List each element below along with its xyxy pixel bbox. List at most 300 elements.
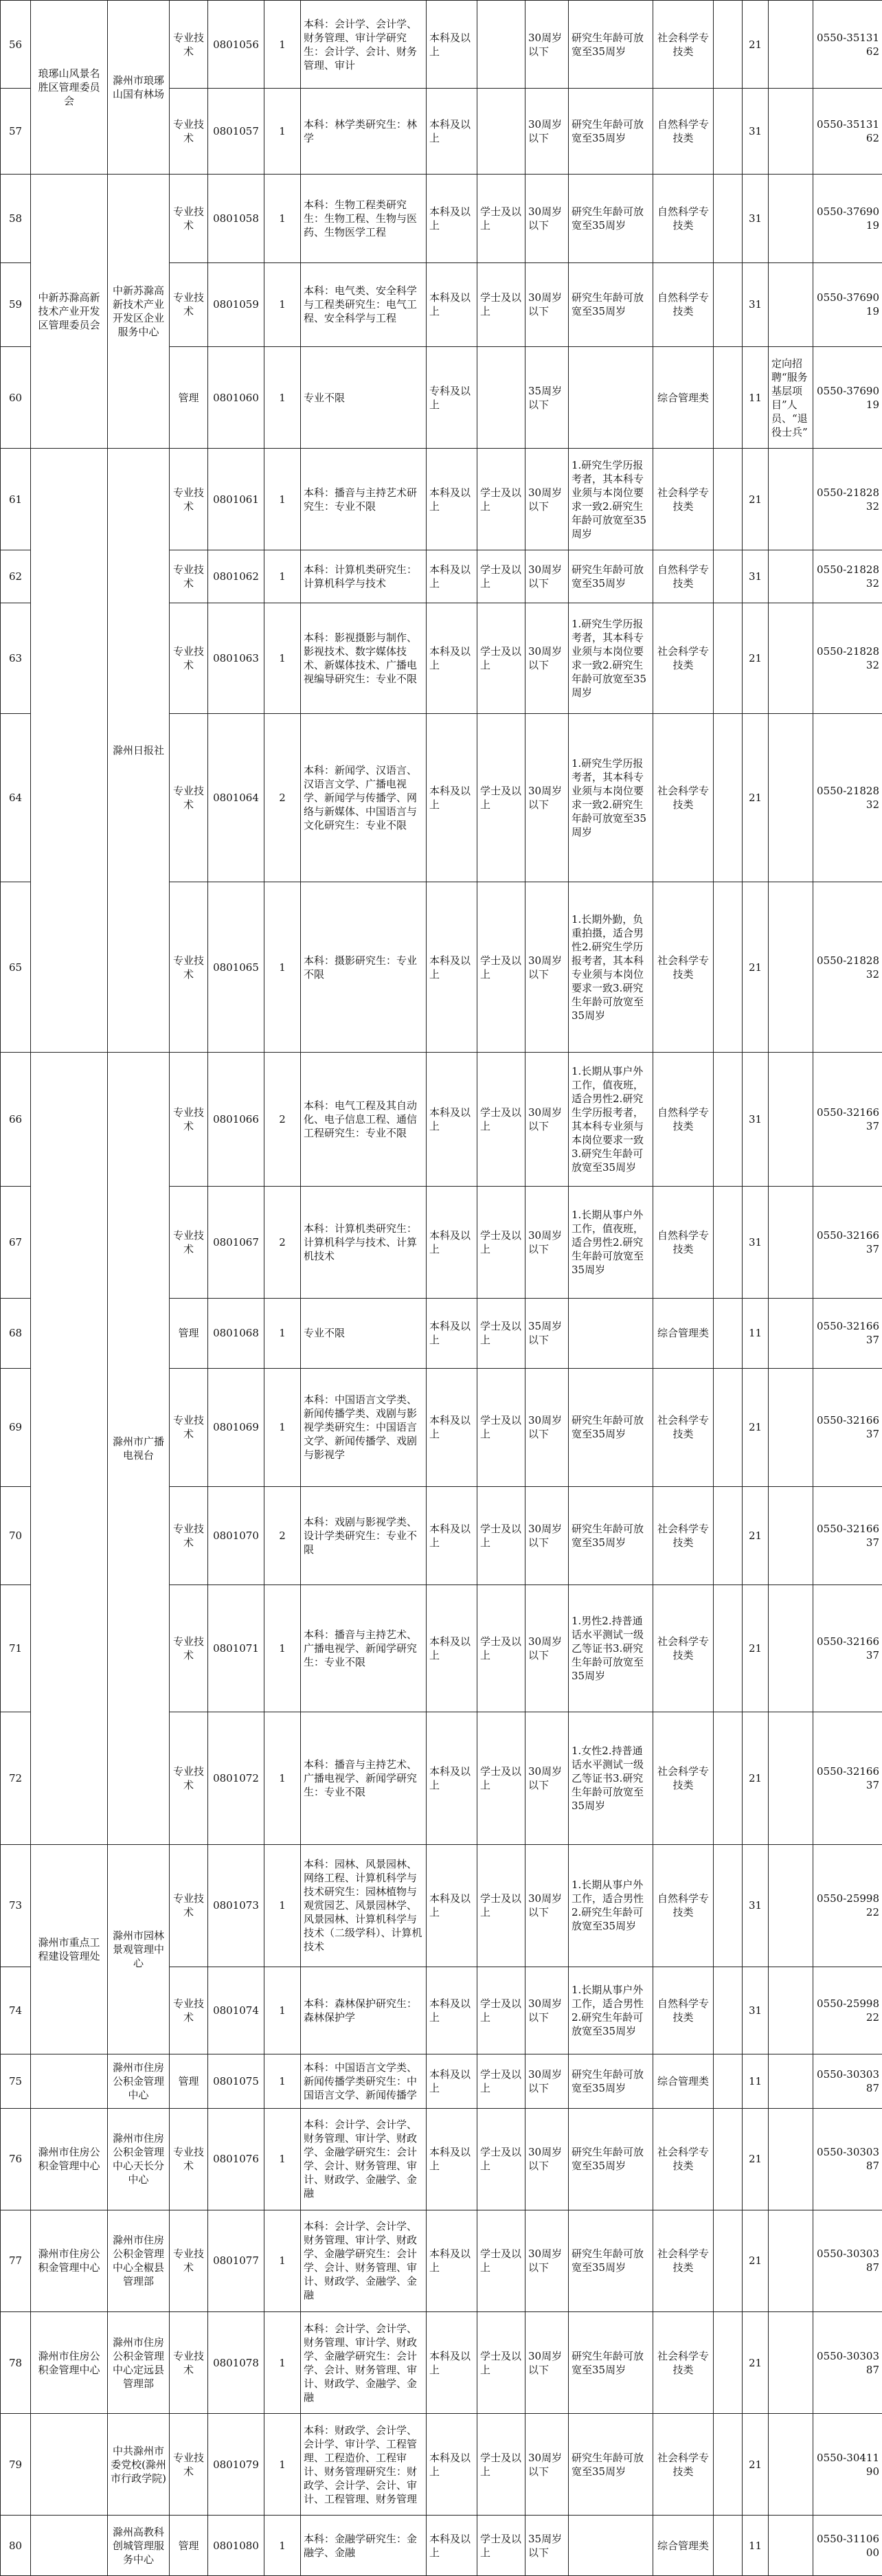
other-requirement: 1.长期从事户外工作，适合男性2.研究生年龄可放宽至35周岁 <box>569 1844 653 1967</box>
row-number: 76 <box>1 2108 31 2210</box>
major-requirement: 本科：金融学研究生：金融学、金融 <box>301 2516 427 2576</box>
hire-count: 1 <box>264 2108 301 2210</box>
degree-requirement: 学士及以上 <box>477 1299 525 1369</box>
hire-count: 1 <box>264 1712 301 1845</box>
remark <box>769 89 813 175</box>
unit-name: 滁州市琅琊山国有林场 <box>108 1 170 175</box>
other-requirement: 研究生年龄可放宽至35周岁 <box>569 2054 653 2108</box>
degree-requirement: 学士及以上 <box>477 1712 525 1845</box>
degree-requirement: 学士及以上 <box>477 175 525 262</box>
exam-category: 综合管理类 <box>653 2054 714 2108</box>
major-requirement: 专业不限 <box>301 1299 427 1369</box>
unit-name: 滁州市园林景观管理中心 <box>108 1844 170 2054</box>
post-nature: 专业技术 <box>170 550 208 603</box>
row-number: 70 <box>1 1487 31 1584</box>
exam-category: 自然科学专技类 <box>653 89 714 175</box>
contact-phone: 0550-3030387 <box>813 2108 882 2210</box>
post-code: 0801077 <box>208 2210 264 2311</box>
table-row <box>1 2054 882 2108</box>
degree-requirement: 学士及以上 <box>477 2108 525 2210</box>
post-code: 0801074 <box>208 1967 264 2054</box>
unit-name: 中新苏滁高新技术产业开发区企业服务中心 <box>108 175 170 449</box>
remark <box>769 2054 813 2108</box>
post-nature: 专业技术 <box>170 262 208 347</box>
degree-requirement: 学士及以上 <box>477 1186 525 1298</box>
department-name: 滁州市住房公积金管理中心 <box>31 2311 108 2413</box>
exam-code: 31 <box>743 1052 769 1186</box>
row-number: 74 <box>1 1967 31 2054</box>
unit-name: 滁州市广播电视台 <box>108 1052 170 1844</box>
table-row <box>1 1844 882 1967</box>
blank-cell <box>714 2054 743 2108</box>
degree-requirement: 学士及以上 <box>477 1584 525 1712</box>
post-code: 0801058 <box>208 175 264 262</box>
exam-code: 31 <box>743 1186 769 1298</box>
other-requirement: 1.长期外勤，负重拍摄，适合男性2.研究生学历报考者，其本科专业须与本岗位要求一致3.研究生年龄可放宽至35周岁 <box>569 882 653 1052</box>
post-nature: 专业技术 <box>170 1052 208 1186</box>
remark <box>769 2311 813 2413</box>
education-requirement: 本科及以上 <box>427 262 477 347</box>
department-name <box>31 2414 108 2516</box>
exam-category: 自然科学专技类 <box>653 262 714 347</box>
degree-requirement <box>477 1 525 89</box>
row-number: 64 <box>1 714 31 882</box>
row-number: 69 <box>1 1368 31 1487</box>
degree-requirement: 学士及以上 <box>477 1487 525 1584</box>
table-row <box>1 2210 882 2311</box>
exam-category: 社会科学专技类 <box>653 449 714 550</box>
hire-count: 1 <box>264 1299 301 1369</box>
major-requirement: 本科：戏剧与影视学类、设计学类研究生：专业不限 <box>301 1487 427 1584</box>
remark <box>769 550 813 603</box>
other-requirement: 研究生年龄可放宽至35周岁 <box>569 262 653 347</box>
age-requirement: 30周岁以下 <box>525 603 569 714</box>
post-nature: 专业技术 <box>170 714 208 882</box>
education-requirement: 本科及以上 <box>427 1186 477 1298</box>
major-requirement: 本科：播音与主持艺术、广播电视学、新闻学研究生：专业不限 <box>301 1584 427 1712</box>
hire-count: 1 <box>264 603 301 714</box>
hire-count: 1 <box>264 882 301 1052</box>
table-row <box>1 449 882 550</box>
hire-count: 1 <box>264 2210 301 2311</box>
row-number: 73 <box>1 1844 31 1967</box>
contact-phone: 0550-2182832 <box>813 550 882 603</box>
post-code: 0801060 <box>208 347 264 449</box>
post-nature: 专业技术 <box>170 2210 208 2311</box>
post-code: 0801078 <box>208 2311 264 2413</box>
post-code: 0801059 <box>208 262 264 347</box>
remark <box>769 603 813 714</box>
major-requirement: 本科：会计学、会计学、财务管理、审计学、财政学、金融学研究生：会计学、会计、财务管理、审计、财政学、金融学、金融 <box>301 2108 427 2210</box>
other-requirement: 1.长期从事户外工作，值夜班，适合男性2.研究生学历报考者，其本科专业须与本岗位要求一致3.研究生年龄可放宽至35周岁 <box>569 1052 653 1186</box>
age-requirement: 30周岁以下 <box>525 2414 569 2516</box>
department-name: 中新苏滁高新技术产业开发区管理委员会 <box>31 175 108 449</box>
contact-phone: 0550-3513162 <box>813 89 882 175</box>
education-requirement: 本科及以上 <box>427 1967 477 2054</box>
post-code: 0801067 <box>208 1186 264 1298</box>
row-number: 57 <box>1 89 31 175</box>
contact-phone: 0550-3216637 <box>813 1186 882 1298</box>
department-name: 琅琊山风景名胜区管理委员会 <box>31 1 108 175</box>
hire-count: 1 <box>264 449 301 550</box>
education-requirement: 专科及以上 <box>427 347 477 449</box>
blank-cell <box>714 1844 743 1967</box>
exam-code: 31 <box>743 89 769 175</box>
post-nature: 专业技术 <box>170 1186 208 1298</box>
table-row <box>1 2108 882 2210</box>
exam-code: 31 <box>743 1967 769 2054</box>
exam-category: 社会科学专技类 <box>653 2108 714 2210</box>
contact-phone: 0550-3216637 <box>813 1368 882 1487</box>
remark <box>769 1712 813 1845</box>
table-row <box>1 2311 882 2413</box>
blank-cell <box>714 1967 743 2054</box>
table-row <box>1 175 882 262</box>
post-nature: 管理 <box>170 347 208 449</box>
blank-cell <box>714 347 743 449</box>
education-requirement: 本科及以上 <box>427 2311 477 2413</box>
blank-cell <box>714 714 743 882</box>
post-code: 0801061 <box>208 449 264 550</box>
exam-code: 21 <box>743 2108 769 2210</box>
blank-cell <box>714 2516 743 2576</box>
blank-cell <box>714 550 743 603</box>
blank-cell <box>714 2414 743 2516</box>
remark <box>769 714 813 882</box>
education-requirement: 本科及以上 <box>427 1844 477 1967</box>
age-requirement: 30周岁以下 <box>525 1052 569 1186</box>
degree-requirement: 学士及以上 <box>477 2414 525 2516</box>
contact-phone: 0550-3513162 <box>813 1 882 89</box>
education-requirement: 本科及以上 <box>427 603 477 714</box>
row-number: 56 <box>1 1 31 89</box>
exam-code: 21 <box>743 2311 769 2413</box>
degree-requirement: 学士及以上 <box>477 882 525 1052</box>
post-nature: 专业技术 <box>170 89 208 175</box>
remark <box>769 2210 813 2311</box>
major-requirement: 本科：财政学、会计学、会计学、审计学、工程管理、工程造价、工程审计、财务管理研究生：财政学、会计学、会计、审计、工程管理、财务管理 <box>301 2414 427 2516</box>
hire-count: 1 <box>264 1844 301 1967</box>
hire-count: 1 <box>264 2516 301 2576</box>
exam-category: 社会科学专技类 <box>653 1487 714 1584</box>
post-nature: 专业技术 <box>170 2311 208 2413</box>
remark <box>769 262 813 347</box>
exam-category: 自然科学专技类 <box>653 550 714 603</box>
age-requirement: 30周岁以下 <box>525 2311 569 2413</box>
education-requirement: 本科及以上 <box>427 1299 477 1369</box>
remark: 定向招聘“服务基层项目”人员、“退役士兵” <box>769 347 813 449</box>
department-name <box>31 2516 108 2576</box>
post-code: 0801068 <box>208 1299 264 1369</box>
department-name: 滁州市住房公积金管理中心 <box>31 2108 108 2210</box>
education-requirement: 本科及以上 <box>427 2108 477 2210</box>
hire-count: 1 <box>264 2414 301 2516</box>
post-code: 0801064 <box>208 714 264 882</box>
exam-category: 社会科学专技类 <box>653 1712 714 1845</box>
post-nature: 管理 <box>170 2516 208 2576</box>
degree-requirement <box>477 347 525 449</box>
exam-category: 综合管理类 <box>653 2516 714 2576</box>
exam-category: 社会科学专技类 <box>653 1368 714 1487</box>
exam-code: 31 <box>743 550 769 603</box>
contact-phone: 0550-3030387 <box>813 2210 882 2311</box>
row-number: 59 <box>1 262 31 347</box>
exam-code: 21 <box>743 1 769 89</box>
major-requirement: 专业不限 <box>301 347 427 449</box>
row-number: 67 <box>1 1186 31 1298</box>
exam-code: 31 <box>743 1844 769 1967</box>
other-requirement: 研究生年龄可放宽至35周岁 <box>569 2414 653 2516</box>
age-requirement: 35周岁以下 <box>525 1299 569 1369</box>
age-requirement: 30周岁以下 <box>525 262 569 347</box>
degree-requirement: 学士及以上 <box>477 1368 525 1487</box>
contact-phone: 0550-3110600 <box>813 2516 882 2576</box>
contact-phone: 0550-2182832 <box>813 603 882 714</box>
row-number: 72 <box>1 1712 31 1845</box>
degree-requirement: 学士及以上 <box>477 2311 525 2413</box>
age-requirement: 30周岁以下 <box>525 1844 569 1967</box>
hire-count: 1 <box>264 262 301 347</box>
other-requirement <box>569 347 653 449</box>
education-requirement: 本科及以上 <box>427 550 477 603</box>
major-requirement: 本科：林学类研究生：林学 <box>301 89 427 175</box>
post-code: 0801071 <box>208 1584 264 1712</box>
hire-count: 1 <box>264 175 301 262</box>
age-requirement: 30周岁以下 <box>525 1584 569 1712</box>
row-number: 62 <box>1 550 31 603</box>
post-nature: 专业技术 <box>170 2108 208 2210</box>
contact-phone: 0550-2182832 <box>813 449 882 550</box>
blank-cell <box>714 1712 743 1845</box>
hire-count: 2 <box>264 714 301 882</box>
post-nature: 专业技术 <box>170 1967 208 2054</box>
exam-category: 综合管理类 <box>653 1299 714 1369</box>
blank-cell <box>714 603 743 714</box>
other-requirement: 研究生年龄可放宽至35周岁 <box>569 1487 653 1584</box>
remark <box>769 175 813 262</box>
age-requirement: 30周岁以下 <box>525 1712 569 1845</box>
contact-phone: 0550-3041190 <box>813 2414 882 2516</box>
row-number: 80 <box>1 2516 31 2576</box>
hire-count: 1 <box>264 89 301 175</box>
education-requirement: 本科及以上 <box>427 89 477 175</box>
education-requirement: 本科及以上 <box>427 449 477 550</box>
education-requirement: 本科及以上 <box>427 714 477 882</box>
table-row <box>1 2414 882 2516</box>
exam-code: 31 <box>743 262 769 347</box>
post-nature: 专业技术 <box>170 882 208 1052</box>
blank-cell <box>714 1052 743 1186</box>
blank-cell <box>714 2108 743 2210</box>
contact-phone: 0550-3769019 <box>813 262 882 347</box>
row-number: 65 <box>1 882 31 1052</box>
age-requirement: 30周岁以下 <box>525 550 569 603</box>
row-number: 63 <box>1 603 31 714</box>
remark <box>769 1844 813 1967</box>
post-nature: 专业技术 <box>170 1584 208 1712</box>
row-number: 78 <box>1 2311 31 2413</box>
exam-category: 社会科学专技类 <box>653 882 714 1052</box>
post-nature: 管理 <box>170 2054 208 2108</box>
remark <box>769 1967 813 2054</box>
other-requirement: 1.长期从事户外工作，适合男性2.研究生年龄可放宽至35周岁 <box>569 1967 653 2054</box>
post-nature: 专业技术 <box>170 449 208 550</box>
hire-count: 1 <box>264 347 301 449</box>
other-requirement: 1.研究生学历报考者，其本科专业须与本岗位要求一致2.研究生年龄可放宽至35周岁 <box>569 714 653 882</box>
table-body <box>1 1 882 2576</box>
exam-code: 21 <box>743 882 769 1052</box>
contact-phone: 0550-3216637 <box>813 1487 882 1584</box>
remark <box>769 1368 813 1487</box>
exam-code: 21 <box>743 449 769 550</box>
major-requirement: 本科：园林、风景园林、网络工程、计算机科学与技术研究生：园林植物与观赏园艺、风景园林学、风景园林、计算机科学与技术（二级学科）、计算机技术 <box>301 1844 427 1967</box>
remark <box>769 449 813 550</box>
post-code: 0801063 <box>208 603 264 714</box>
hire-count: 2 <box>264 1487 301 1584</box>
other-requirement: 1.长期从事户外工作，值夜班，适合男性2.研究生年龄可放宽至35周岁 <box>569 1186 653 1298</box>
other-requirement: 研究生年龄可放宽至35周岁 <box>569 1 653 89</box>
contact-phone: 0550-2182832 <box>813 882 882 1052</box>
degree-requirement: 学士及以上 <box>477 262 525 347</box>
post-code: 0801065 <box>208 882 264 1052</box>
age-requirement: 35周岁以下 <box>525 2516 569 2576</box>
row-number: 60 <box>1 347 31 449</box>
degree-requirement: 学士及以上 <box>477 1844 525 1967</box>
unit-name: 滁州日报社 <box>108 449 170 1053</box>
hire-count: 2 <box>264 1052 301 1186</box>
education-requirement: 本科及以上 <box>427 175 477 262</box>
hire-count: 1 <box>264 1584 301 1712</box>
major-requirement: 本科：电气工程及其自动化、电子信息工程、通信工程研究生：专业不限 <box>301 1052 427 1186</box>
other-requirement: 1.男性2.持普通话水平测试一级乙等证书3.研究生年龄可放宽至35周岁 <box>569 1584 653 1712</box>
exam-code: 21 <box>743 2210 769 2311</box>
contact-phone: 0550-3030387 <box>813 2311 882 2413</box>
education-requirement: 本科及以上 <box>427 1584 477 1712</box>
hire-count: 2 <box>264 1186 301 1298</box>
row-number: 71 <box>1 1584 31 1712</box>
row-number: 77 <box>1 2210 31 2311</box>
contact-phone: 0550-3030387 <box>813 2054 882 2108</box>
exam-code: 21 <box>743 2414 769 2516</box>
age-requirement: 30周岁以下 <box>525 175 569 262</box>
education-requirement: 本科及以上 <box>427 2210 477 2311</box>
major-requirement: 本科：会计学、会计学、财务管理、审计学、财政学、金融学研究生：会计学、会计、财务管理、审计、财政学、金融学、金融 <box>301 2311 427 2413</box>
exam-category: 自然科学专技类 <box>653 175 714 262</box>
hire-count: 1 <box>264 550 301 603</box>
unit-name: 滁州市住房公积金管理中心 <box>108 2054 170 2108</box>
hire-count: 1 <box>264 2311 301 2413</box>
education-requirement: 本科及以上 <box>427 1 477 89</box>
post-code: 0801072 <box>208 1712 264 1845</box>
row-number: 75 <box>1 2054 31 2108</box>
degree-requirement: 学士及以上 <box>477 603 525 714</box>
major-requirement: 本科：中国语言文学类、新闻传播学类研究生：中国语言文学、新闻传播学 <box>301 2054 427 2108</box>
contact-phone: 0550-3769019 <box>813 347 882 449</box>
department-name <box>31 449 108 1053</box>
other-requirement: 研究生年龄可放宽至35周岁 <box>569 550 653 603</box>
other-requirement: 研究生年龄可放宽至35周岁 <box>569 2108 653 2210</box>
contact-phone: 0550-3216637 <box>813 1584 882 1712</box>
exam-category: 社会科学专技类 <box>653 714 714 882</box>
major-requirement: 本科：电气类、安全科学与工程类研究生：电气工程、安全科学与工程 <box>301 262 427 347</box>
education-requirement: 本科及以上 <box>427 1368 477 1487</box>
degree-requirement: 学士及以上 <box>477 714 525 882</box>
degree-requirement: 学士及以上 <box>477 550 525 603</box>
contact-phone: 0550-3216637 <box>813 1052 882 1186</box>
blank-cell <box>714 175 743 262</box>
exam-category: 自然科学专技类 <box>653 1186 714 1298</box>
education-requirement: 本科及以上 <box>427 882 477 1052</box>
remark <box>769 2516 813 2576</box>
blank-cell <box>714 1487 743 1584</box>
post-nature: 专业技术 <box>170 175 208 262</box>
exam-code: 31 <box>743 175 769 262</box>
post-code: 0801073 <box>208 1844 264 1967</box>
education-requirement: 本科及以上 <box>427 2414 477 2516</box>
post-code: 0801079 <box>208 2414 264 2516</box>
remark <box>769 1487 813 1584</box>
other-requirement <box>569 2516 653 2576</box>
blank-cell <box>714 2210 743 2311</box>
major-requirement: 本科：播音与主持艺术研究生：专业不限 <box>301 449 427 550</box>
blank-cell <box>714 1299 743 1369</box>
age-requirement: 30周岁以下 <box>525 1186 569 1298</box>
exam-category: 自然科学专技类 <box>653 1967 714 2054</box>
post-nature: 专业技术 <box>170 603 208 714</box>
degree-requirement <box>477 89 525 175</box>
degree-requirement: 学士及以上 <box>477 449 525 550</box>
exam-code: 21 <box>743 1712 769 1845</box>
major-requirement: 本科：新闻学、汉语言、汉语言文学、广播电视学、新闻学与传播学、网络与新媒体、中国语言与文化研究生：专业不限 <box>301 714 427 882</box>
major-requirement: 本科：摄影研究生：专业不限 <box>301 882 427 1052</box>
remark <box>769 1299 813 1369</box>
exam-code: 21 <box>743 603 769 714</box>
exam-category: 自然科学专技类 <box>653 1052 714 1186</box>
exam-code: 21 <box>743 1487 769 1584</box>
unit-name: 中共滁州市委党校(滁州市行政学院) <box>108 2414 170 2516</box>
department-name <box>31 1052 108 1844</box>
remark <box>769 1584 813 1712</box>
post-code: 0801076 <box>208 2108 264 2210</box>
exam-code: 11 <box>743 1299 769 1369</box>
blank-cell <box>714 89 743 175</box>
remark <box>769 2414 813 2516</box>
contact-phone: 0550-3216637 <box>813 1712 882 1845</box>
remark <box>769 2108 813 2210</box>
major-requirement: 本科：会计学、会计学、财务管理、审计学、财政学、金融学研究生：会计学、会计、财务管理、审计、财政学、金融学、金融 <box>301 2210 427 2311</box>
remark <box>769 882 813 1052</box>
age-requirement: 30周岁以下 <box>525 1487 569 1584</box>
post-code: 0801069 <box>208 1368 264 1487</box>
post-nature: 专业技术 <box>170 1712 208 1845</box>
row-number: 61 <box>1 449 31 550</box>
table-row <box>1 1052 882 1186</box>
row-number: 66 <box>1 1052 31 1186</box>
exam-category: 社会科学专技类 <box>653 2311 714 2413</box>
exam-code: 11 <box>743 2516 769 2576</box>
contact-phone: 0550-3216637 <box>813 1299 882 1369</box>
age-requirement: 30周岁以下 <box>525 882 569 1052</box>
row-number: 79 <box>1 2414 31 2516</box>
row-number: 58 <box>1 175 31 262</box>
blank-cell <box>714 1 743 89</box>
hire-count: 1 <box>264 2054 301 2108</box>
other-requirement: 1.研究生学历报考者，其本科专业须与本岗位要求一致2.研究生年龄可放宽至35周岁 <box>569 449 653 550</box>
other-requirement: 研究生年龄可放宽至35周岁 <box>569 1368 653 1487</box>
post-nature: 管理 <box>170 1299 208 1369</box>
department-name: 滁州市重点工程建设管理处 <box>31 1844 108 2054</box>
post-nature: 专业技术 <box>170 1487 208 1584</box>
